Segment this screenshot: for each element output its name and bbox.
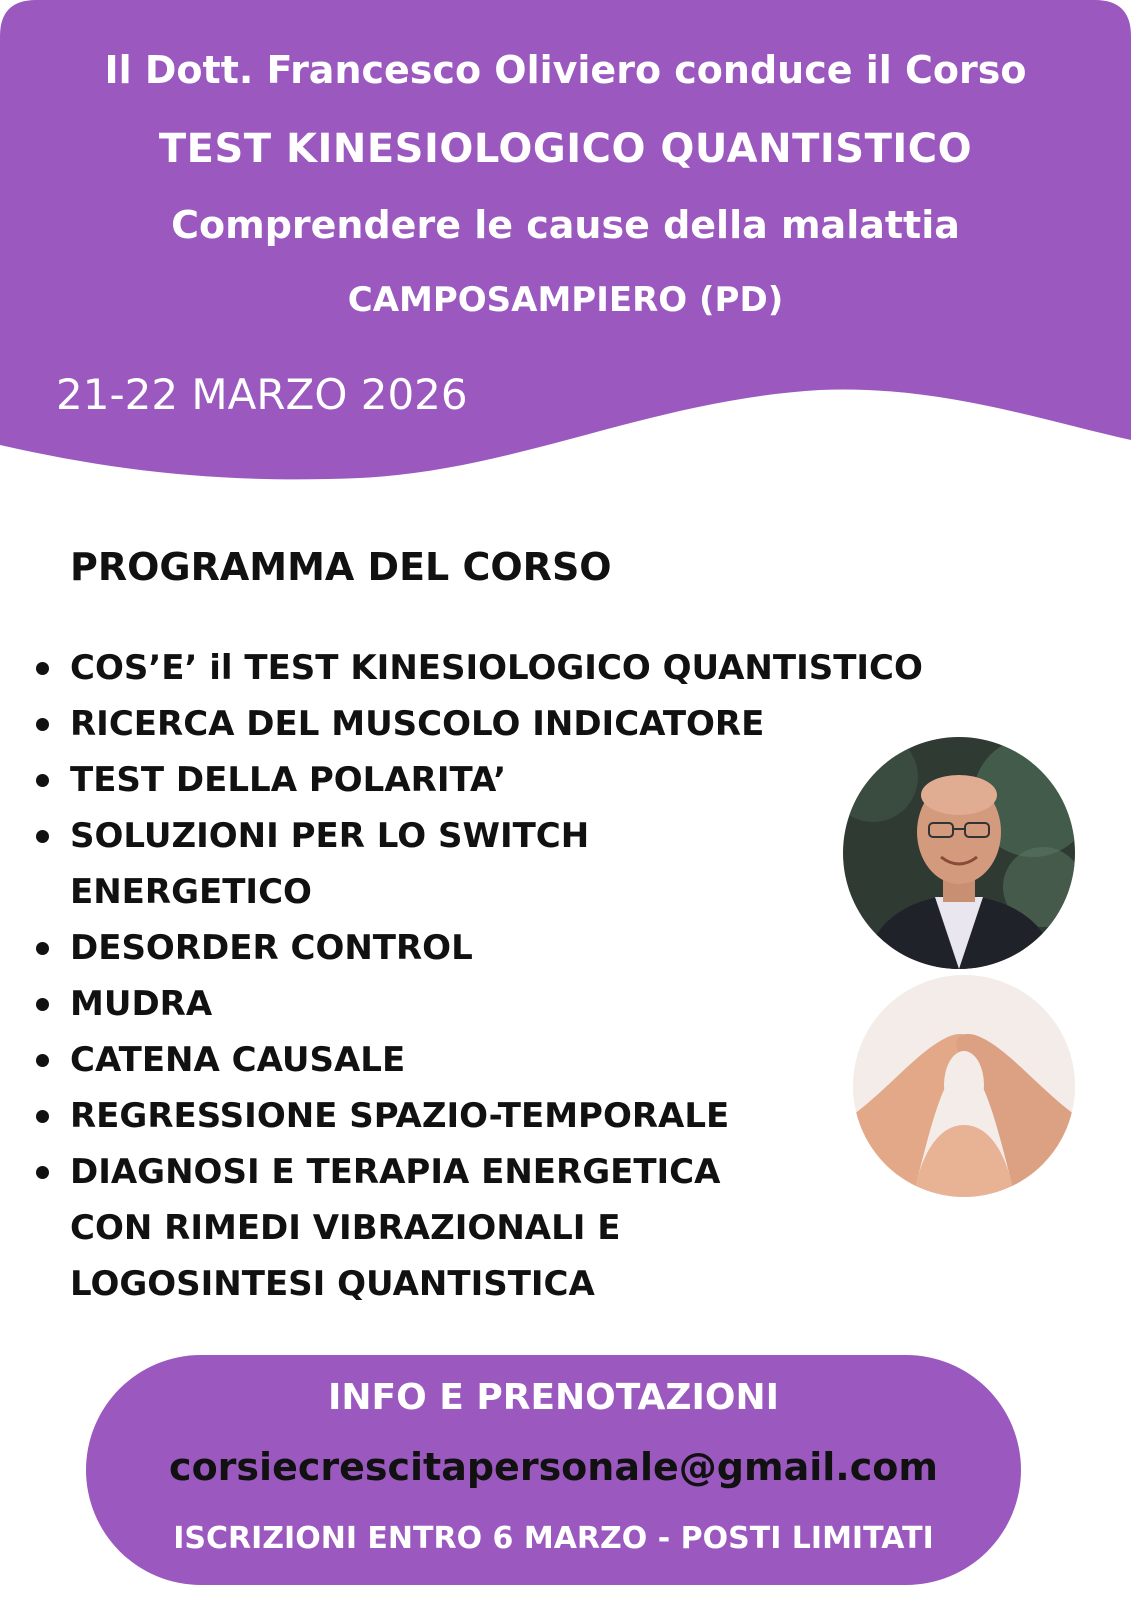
bullet-icon	[36, 1110, 49, 1123]
program-item-line: DIAGNOSI E TERAPIA ENERGETICA	[70, 1152, 721, 1192]
program-item	[34, 752, 923, 808]
course-title: TEST KINESIOLOGICO QUANTISTICO	[158, 126, 973, 172]
program-item	[34, 976, 923, 1032]
bullet-icon	[36, 1054, 49, 1067]
info-box	[86, 1355, 1021, 1585]
program-item-line: TEST DELLA POLARITA’	[70, 760, 507, 800]
program-item-line: MUDRA	[70, 984, 213, 1024]
program-item	[34, 1032, 923, 1088]
mudra-hands-image	[853, 975, 1075, 1197]
bullet-icon	[36, 942, 49, 955]
bullet-icon	[36, 774, 49, 787]
bullet-icon	[36, 830, 49, 843]
program-item-line: REGRESSIONE SPAZIO-TEMPORALE	[70, 1096, 730, 1136]
program-item	[34, 808, 923, 920]
program-item-line: DESORDER CONTROL	[70, 928, 473, 968]
course-location: CAMPOSAMPIERO (PD)	[347, 280, 784, 320]
program-item	[34, 920, 923, 976]
program-item-line: RICERCA DEL MUSCOLO INDICATORE	[70, 704, 765, 744]
program-item	[34, 1088, 923, 1144]
program-item-line: SOLUZIONI PER LO SWITCH	[70, 816, 590, 856]
program-item-line: CON RIMEDI VIBRAZIONALI E	[70, 1208, 621, 1248]
contact-email[interactable]: corsiecrescitapersonale@gmail.com	[169, 1445, 938, 1489]
program-item	[34, 1144, 923, 1312]
program-item-line: CATENA CAUSALE	[70, 1040, 406, 1080]
program-item-line: ENERGETICO	[70, 872, 312, 912]
bullet-icon	[36, 662, 49, 675]
bullet-icon	[36, 998, 49, 1011]
course-subtitle: Comprendere le cause della malattia	[171, 203, 960, 247]
course-date: 21-22 MARZO 2026	[56, 370, 468, 419]
info-title: INFO E PRENOTAZIONI	[327, 1377, 780, 1418]
program-item-line: COS’E’ il TEST KINESIOLOGICO QUANTISTICO	[70, 648, 923, 688]
doctor-portrait	[843, 737, 1075, 969]
program-item	[34, 640, 923, 696]
program-item	[34, 696, 923, 752]
program-list	[34, 640, 923, 1312]
program-item-line: LOGOSINTESI QUANTISTICA	[70, 1264, 595, 1304]
bullet-icon	[36, 718, 49, 731]
organizer-line: Il Dott. Francesco Oliviero conduce il Corso	[104, 48, 1027, 92]
bullet-icon	[36, 1166, 49, 1179]
registration-deadline: ISCRIZIONI ENTRO 6 MARZO - POSTI LIMITATI	[173, 1521, 934, 1556]
program-title: PROGRAMMA DEL CORSO	[70, 545, 612, 589]
